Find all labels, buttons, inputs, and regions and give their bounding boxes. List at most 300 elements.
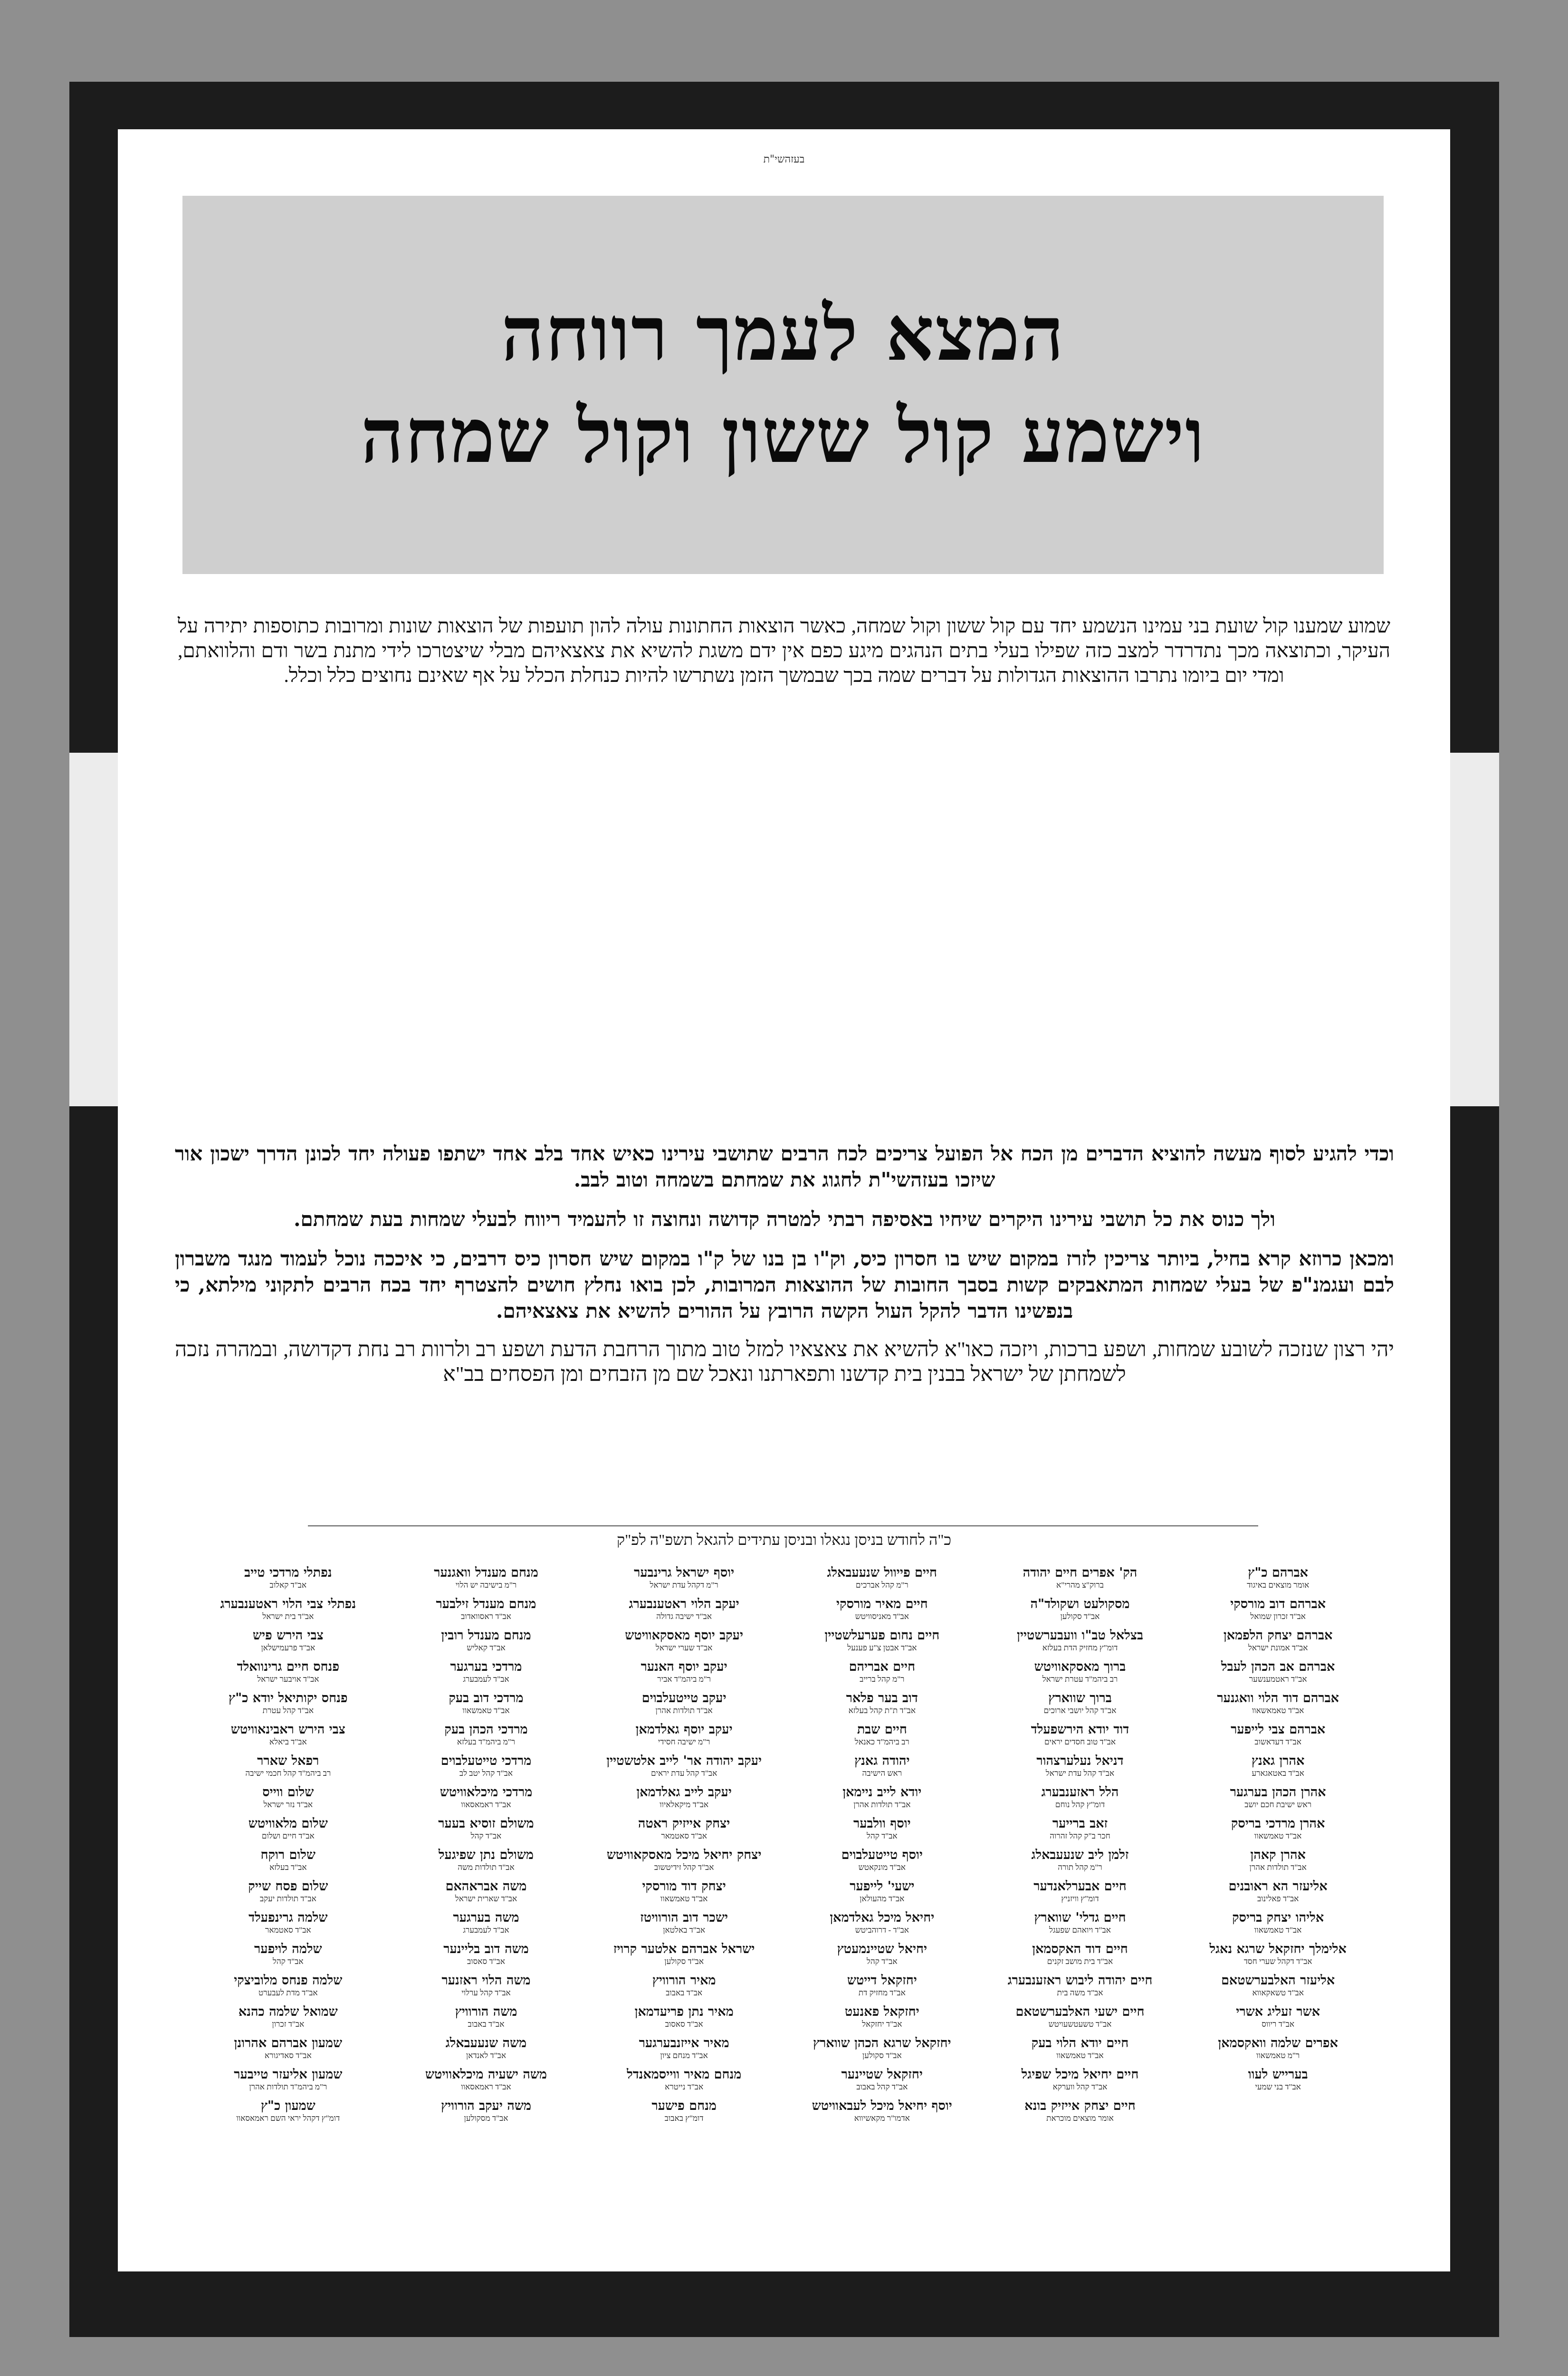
signatory-title: ר"מ דקהל עדת ישראל <box>650 1581 718 1590</box>
signatory <box>438 1816 534 1841</box>
signatory-name: יצחק יחיאל מיכל מאסקאוויטש <box>606 1848 762 1862</box>
signatory-name: משולם נתן שפיגעל <box>438 1848 534 1862</box>
signatory-name: שלמה פנחס מלוביצקי <box>234 1973 343 1988</box>
signatory-name: מאיר הורוויץ <box>652 1973 716 1988</box>
signatory <box>634 1565 734 1590</box>
signatory-column <box>981 1565 1179 2264</box>
signatory-name: שמעון כ"ץ <box>260 2098 316 2113</box>
signatory-name: נפתלי צבי הלוי ראטענבערג <box>220 1597 356 1611</box>
signatory <box>1231 1722 1325 1747</box>
signatory-name: אלימלך יחזקאל שרגא נאגל <box>1209 1942 1347 1956</box>
signatory <box>441 1753 531 1778</box>
signatory <box>846 1691 918 1715</box>
signatory-name: ישראל אברהם אלטער קרויז <box>613 1942 755 1956</box>
signatory-title: אב"ד לאנדאן <box>466 2051 507 2060</box>
signatory-name: אברהם יצחק הלפמאן <box>1223 1628 1333 1643</box>
signatory <box>642 1879 726 1904</box>
signatory <box>849 1659 915 1684</box>
signatory <box>229 1691 348 1715</box>
signatory <box>1031 1722 1129 1747</box>
signatory <box>847 1973 917 1998</box>
signatory <box>850 1879 914 1904</box>
signatory-title: אב"ד סקולען <box>862 2051 902 2060</box>
signatory <box>1221 1659 1335 1684</box>
signatory <box>841 1848 923 1872</box>
signatory <box>234 1973 342 1998</box>
signatory <box>651 2098 716 2123</box>
signatory-title: אב"ד קאליש <box>467 1643 506 1652</box>
signatory-name: חיים גדלי' שווארץ <box>1034 1910 1126 1925</box>
signatory-name: רפאל שארר <box>257 1753 319 1768</box>
signatory-name: אברהם אב הכהן לעבל <box>1221 1659 1335 1674</box>
body-paragraph-2: ולך כנוס את כל תושבי עירינו היקרים שיחיו באסיפה רבתי למטרה קדושה ונחוצה זו להעמיד ריווח לבעלי שמחות בעת שמחתם. <box>293 1207 1276 1231</box>
signatory-name: הלל ראזענבערג <box>1041 1785 1119 1800</box>
signatory-title: אב"ד טאמשאוו <box>1254 1831 1302 1840</box>
signatory-title: ר"מ ישיבה חסידי <box>658 1737 710 1746</box>
signatory-title: אב"ד באבוב <box>666 1988 703 1997</box>
signatory-name: שמעון אליעזר טייבער <box>234 2067 343 2082</box>
signatory <box>855 1722 909 1747</box>
signatory-name: יעקב יהודה אר' לייב אלטשטיין <box>606 1753 762 1768</box>
signatory <box>253 1628 324 1653</box>
signatory-name: מסקולעט ושקולד"ה <box>1030 1597 1130 1611</box>
signatory-name: יעקב יוסף מאסקאוויטש <box>625 1628 744 1643</box>
signatory-title: אב"ד מונקאטש <box>858 1863 906 1872</box>
signatory-title: ראש הישיבה <box>862 1769 902 1778</box>
signatory-title: אב"ד מיקאלאיוו <box>660 1800 709 1809</box>
signatory-name: שלום מלאוויטש <box>248 1816 328 1831</box>
signatory-name: פנחס יקותיאל יודא כ"ץ <box>229 1691 348 1705</box>
signatory-name: דוד יודא הירשפעלד <box>1031 1722 1129 1737</box>
signatory-title: אב"ד אמונת ישראל <box>1248 1643 1308 1652</box>
signatory-name: חיים ישעי האלבערשטאם <box>1015 2004 1145 2019</box>
signatory <box>1218 2036 1338 2060</box>
signatory-title: אב"ד סקולען <box>664 1957 704 1966</box>
signatory <box>853 1816 911 1841</box>
signatory <box>245 1753 331 1778</box>
signatory <box>1221 1973 1335 1998</box>
signatory-name: חיים יהודה ליבוש ראזענבערג <box>1007 1973 1153 1988</box>
signatory-name: שלמה לויפער <box>254 1942 322 1956</box>
signatory-title: אב"ד יחזקאל <box>862 2020 902 2029</box>
signatory-name: יחיאל שטיינמעטץ <box>837 1942 927 1956</box>
signatory-name: משה יעקב הורוויץ <box>441 2098 531 2113</box>
signatory <box>613 1942 755 1966</box>
signatory-title: אב"ד אבטן צ"ע פענעל <box>847 1643 917 1652</box>
signatory-title: אב"ד ראטמענשער <box>1249 1675 1307 1684</box>
signatory <box>1248 2067 1308 2092</box>
signatory-title: אב"ד קהל <box>273 1957 304 1966</box>
signatory-name: מאיר אייזנבערגער <box>639 2036 729 2050</box>
signatory <box>220 1597 356 1621</box>
signatory-title: אב"ד ראמאסאוו <box>461 1800 511 1809</box>
signatory-name: יעקב הלוי ראטענבערג <box>629 1597 739 1611</box>
signatory-name: חיים מאיר מורסקי <box>836 1597 928 1611</box>
signatory-title: אב"ד סאטמאר <box>265 1926 311 1935</box>
signatory-title: אב"ד משה בית <box>1057 1988 1103 1997</box>
signatory-title: אב"ד טאמשאוו <box>1254 1926 1302 1935</box>
signatory <box>652 1973 716 1998</box>
signatory-title: ר"מ קהל תורה <box>1058 1863 1102 1872</box>
signatory-name: יעקב לייב גאלדמאן <box>636 1785 732 1800</box>
signatory <box>827 1565 937 1590</box>
signatory-name: יחזקאל שרגא הכהן שווארץ <box>813 2036 951 2050</box>
signatory-title: דומ"ץ וויזניץ <box>1061 1894 1099 1903</box>
signatory-column <box>783 1565 981 2264</box>
signatory <box>1217 1691 1339 1715</box>
signatory <box>837 1942 927 1966</box>
signatory-title: אב"ד טוב חסדים יראים <box>1044 1737 1116 1746</box>
signatory <box>261 1848 316 1872</box>
intro-paragraph: שמוע שמענו קול שועת בני עמינו הנשמע יחד עם קול ששון וקול שמחה, כאשר הוצאות החתונות עולה להון תועפות של הוצאות שונות ומרובות כתוספות יתירה על העיקר, וכתוצאה מכך נתדרדר למצב כזה שפילו בעלי בתים הנהגים מיגע כפם אין ידם משגת להשיא את צאצאיהם מבלי שיצטרכו לידי מתנת בשר ודם והלוואתם, ומדי יום ביומו נתרבו ההוצאות הגדולות על דברים שמה בכך שבמשך הזמן נשתרשו להיות כנחלת הכלל על אף שאינם נחוצים כלל וכלל. <box>178 615 1390 687</box>
signatory-name: יוסף וולבער <box>853 1816 911 1831</box>
signatory <box>434 1565 538 1590</box>
signatory-title: דומ"ץ באבוב <box>664 2114 704 2123</box>
signatory-name: יחיאל מיכל גאלדמאן <box>830 1910 935 1925</box>
signatory-title: ראש ישיבת חכם יושב <box>1244 1800 1312 1809</box>
signatory-title: אב"ד טאמאשאוו <box>1252 1706 1304 1715</box>
signatory <box>1229 1879 1328 1904</box>
signatory-title: ר"מ ביהמ"ד אביר <box>657 1675 711 1684</box>
signatory-name: יהודה גאנץ <box>854 1753 910 1768</box>
signatory <box>1209 1942 1346 1966</box>
signatory-title: דומ"ץ מחזיק הדת בעלזא <box>1042 1643 1118 1652</box>
signatory-name: אהרן קאהן <box>1250 1848 1306 1862</box>
signatory-title: אב"ד סאסוב <box>665 2020 703 2029</box>
signatory-title: ר"מ קהל ברייב <box>860 1675 905 1684</box>
signatory-name: דניאל נעלערצהור <box>1036 1753 1124 1768</box>
signatory-name: אברהם דוד הלוי וואגנער <box>1217 1691 1339 1705</box>
signatory <box>439 1848 534 1872</box>
signatory <box>443 1942 528 1966</box>
signatory-name: ישעי' לייפער <box>850 1879 915 1894</box>
signatory-name: אשר זעליג אשרי <box>1236 2004 1320 2019</box>
signatory-name: משה הלוי ראזנער <box>441 1973 531 1988</box>
signatory-title: אומר מוצאים באיגוד <box>1247 1581 1310 1590</box>
kicker: בעזהשי"ת <box>763 153 805 165</box>
signatory-name: מרדכי דוב בעק <box>449 1691 524 1705</box>
signatory-title: אב"ד סאדיגורא <box>264 2051 312 2060</box>
signatory-title: אב"ד קהל <box>470 1831 502 1840</box>
signatory-name: ברוך מאסקאוויטש <box>1034 1659 1126 1674</box>
signatory-title: אב"ד קהל עטרת <box>262 1706 314 1715</box>
signatory-title: אב"ד שערי ישראל <box>655 1643 713 1652</box>
signatory-title: אב"ד בעלזא <box>269 1863 307 1872</box>
signatory-title: אב"ד ת"ת קהל בעלזא <box>848 1706 916 1715</box>
signatory-title: רב ביהמ"ד כאנאל <box>854 1737 909 1746</box>
divider <box>308 1525 1258 1526</box>
signatory-title: אב"ד זכרון <box>272 2020 305 2029</box>
signatory <box>239 2004 338 2029</box>
signatory-title: ר"מ בישיבה יש הלוי <box>455 1581 517 1590</box>
signatory-title: אב"ד קהל זידיטשוב <box>654 1863 714 1872</box>
signatory <box>440 1785 533 1810</box>
signatory-name: מנחם מאיר ווייסמאנדל <box>627 2067 742 2082</box>
signatory-title: רב ביהמ"ד עטרת ישראל <box>1042 1675 1118 1684</box>
signatory-name: זלמן ליב שנעעבאלג <box>1031 1848 1129 1862</box>
signatory-title: אב"ד שארית ישראל <box>455 1894 517 1903</box>
signatory <box>812 2098 952 2123</box>
signatory-name: חיים נחום פערעלשטיין <box>824 1628 940 1643</box>
signatory <box>638 1816 730 1841</box>
signatory-name: חיים יודא הלוי בעק <box>1031 2036 1129 2050</box>
signatory-name: מנחם פישער <box>651 2098 717 2113</box>
signatory-title: אב"ד טאמשאוו <box>462 1706 510 1715</box>
signatory-name: יצחק דוד מורסקי <box>642 1879 726 1894</box>
signatory-name: נפתלי מרדכי טייב <box>244 1565 332 1580</box>
blessing-paragraph: יהי רצון שנזכה לשובע שמחות, ושפע ברכות, ויזכה כאו"א להשיא את צאצאיו למזל טוב מתוך הרחבת הדעת ושפע רב ולרוות רב נחת דקדושה, ובמהרה נזכה לשמחתן של ישראל בבנין בית קדשנו ותפארתנו ונאכל שם מן הזבחים ומן הפסחים בב"א <box>175 1338 1394 1386</box>
signatory-title: אב"ד באלטאן <box>663 1926 706 1935</box>
signatory-name: אהרן גאנץ <box>1251 1753 1305 1768</box>
signatory-name: חיים שבת <box>857 1722 907 1737</box>
signatory <box>629 1597 739 1621</box>
signatory <box>249 1816 328 1841</box>
signatory <box>1023 1565 1138 1590</box>
signatories <box>189 1565 1377 2264</box>
dateline: כ"ה לחודש בניסן נגאלו ובניסן עתידים להגאל תשפ"ה לפ"ק <box>616 1531 952 1548</box>
signatory-name: מאיר נתן פריעדמאן <box>634 2004 734 2019</box>
signatory-name: יחזקאל דייטש <box>847 1973 917 1988</box>
signatory <box>635 2004 734 2029</box>
signatory-name: צבי הירש ראבינאוויטש <box>230 1722 345 1737</box>
signatory-name: משה שנעעבאלג <box>445 2036 527 2050</box>
signatory-name: אהרן מרדכי בריסק <box>1231 1816 1325 1831</box>
signatory-name: חיים אבערלאנדער <box>1033 1879 1127 1894</box>
signatory <box>607 1848 762 1872</box>
signatory <box>441 2098 531 2123</box>
signatory-name: בערייש לעוו <box>1248 2067 1308 2082</box>
signatory <box>231 1722 345 1747</box>
signatory <box>1252 1753 1305 1778</box>
signatory <box>441 1973 530 1998</box>
signatory-title: אב"ד קהל עדת יראים <box>650 1769 717 1778</box>
signatory <box>1032 1942 1128 1966</box>
signatory-name: יחזקאל פאנעט <box>844 2004 919 2019</box>
signatory-title: אב"ד ראמאסאוו <box>461 2082 511 2091</box>
signatory-title: אב"ד קהל יטב לב <box>459 1769 513 1778</box>
signatory-name: מנחם מענדל וואגנער <box>434 1565 538 1580</box>
signatory-name: דוב בער פלאר <box>846 1691 918 1705</box>
signatory-name: זאב ברייער <box>1052 1816 1108 1831</box>
signatory <box>642 1691 727 1715</box>
signatory-title: ברוק"צ מהרי"א <box>1056 1581 1104 1590</box>
signatory-name: חיים יחיאל מיכל שפיגל <box>1021 2067 1139 2082</box>
signatory-name: שמואל שלמה כהנא <box>238 2004 338 2019</box>
signatory <box>636 1722 733 1747</box>
signatory-name: משה אבראהאם <box>445 1879 527 1894</box>
signatory-name: משה דוב בליינער <box>443 1942 529 1956</box>
signatory <box>625 1628 743 1653</box>
signatory <box>425 2067 547 2092</box>
signatory-name: שלום רוקח <box>260 1848 316 1862</box>
signatory <box>441 1628 531 1653</box>
signatory <box>1034 1910 1126 1935</box>
signatory-name: חיים פייוול שנעעבאלג <box>827 1565 937 1580</box>
signatory-name: מרדכי טייטעלבוים <box>440 1753 532 1768</box>
signatory <box>1022 2067 1139 2092</box>
signatory <box>234 2036 342 2060</box>
signatory <box>237 1659 339 1684</box>
signatory-name: מנחם מענדל רובין <box>441 1628 531 1643</box>
signatory-name: יודא לייב ניימאן <box>842 1785 922 1800</box>
signatory-title: אדמו"ר מקאשיווא <box>854 2114 910 2123</box>
signatory-name: יעקב יוסף האנער <box>641 1659 727 1674</box>
signatory-title: אב"ד - דרוהביטש <box>855 1926 909 1935</box>
signatory-title: אב"ד חיים ושלום <box>261 1831 315 1840</box>
signatory-name: חיים דוד האקסמאן <box>1032 1942 1128 1956</box>
signatory-title: דומ"ץ דקהל יראי השם ראמאסאוו <box>236 2114 340 2123</box>
signatory <box>1024 2098 1135 2123</box>
signatory-title: אב"ד קאלוב <box>269 1581 307 1590</box>
signatory <box>1032 2036 1128 2060</box>
signatory-title: אב"ד ראסוואדוב <box>461 1612 511 1621</box>
signatory-title: אב"ד מהעולאן <box>860 1894 905 1903</box>
signatory-title: אב"ד ישיבה גדולה <box>656 1612 712 1621</box>
signatory <box>606 1753 762 1778</box>
signatory-title: אב"ד סקולען <box>1060 1612 1100 1621</box>
signatory-column <box>585 1565 783 2264</box>
signatory-name: שלום פסח שייק <box>248 1879 328 1894</box>
signatory-name: אפרים שלמה וואקסמאן <box>1218 2036 1338 2050</box>
signatory-title: אב"ד בית ישראל <box>262 1612 314 1621</box>
signatory-name: אברהם צבי לייפער <box>1231 1722 1326 1737</box>
signatory-title: אב"ד קהל יושבי ארוכים <box>1043 1706 1117 1715</box>
signatory-name: מרדכי מיכלאוויטש <box>440 1785 533 1800</box>
signatory-title: רב ביהמ"ד קהל חכמי ישיבה <box>245 1769 331 1778</box>
body-paragraph-1: וכדי להגיע לסוף מעשה להוציא הדברים מן הכח אל הפועל צריכים לכח הרבים שתושבי עירינו כאיש אחד בלב אחד ישתפו פעולה יחד לכונן הדרך ישכון אור שיזכו בעזהשי"ת לחגוג את שמחתם בשמחה וטוב לבב. <box>175 1142 1394 1191</box>
signatory-title: אב"ד טאמשאוו <box>660 1894 708 1903</box>
signatory-title: אב"ד נזר ישראל <box>263 1800 313 1809</box>
signatory-title: חכר ב"ק קהל זהרוה <box>1050 1831 1110 1840</box>
signatory <box>1224 1628 1333 1653</box>
signatory-name: אהרן הכהן בערגער <box>1230 1785 1326 1800</box>
signatory-title: אב"ד תולדות אהרן <box>1249 1863 1307 1872</box>
signatory-title: אב"ד קהל עדת ישראל <box>1045 1769 1115 1778</box>
signatory <box>1236 2004 1320 2029</box>
signatory-title: אב"ד טשאקאווא <box>1252 1988 1304 1997</box>
signatory-name: שלום ווייס <box>262 1785 314 1800</box>
signatory <box>453 1910 519 1935</box>
signatory-title: אב"ד מנחם ציון <box>660 2051 708 2060</box>
signatory <box>248 1879 328 1904</box>
signatory-name: צבי הירש פיש <box>252 1628 324 1643</box>
signatory-title: אב"ד ביאלא <box>269 1737 307 1746</box>
signatory-title: אב"ד פרעמישלאן <box>261 1643 316 1652</box>
signatory-title: אב"ד לעמבערג <box>463 1926 509 1935</box>
headline-line-2: וישמע קול ששון וקול שמחה <box>361 392 1205 480</box>
signatory-title: אב"ד תולדות משה <box>458 1863 515 1872</box>
signatory <box>446 1879 527 1904</box>
signatory <box>1015 2004 1144 2029</box>
signatory <box>1230 1597 1326 1621</box>
signatory <box>450 1659 522 1684</box>
signatory <box>830 1910 934 1935</box>
signatory <box>449 1691 523 1715</box>
signatory-name: אברהם דוב מורסקי <box>1230 1597 1326 1611</box>
signatory <box>1031 1597 1130 1621</box>
signatory-column <box>189 1565 387 2264</box>
signatory <box>234 2067 342 2092</box>
signatory <box>1230 1785 1326 1810</box>
signatory-title: אב"ד פאלינוב <box>1257 1894 1299 1903</box>
signatory-name: יוסף טייטעלבוים <box>841 1848 923 1862</box>
signatory-title: אב"ד באבוב <box>468 2020 505 2029</box>
signatory <box>842 1785 921 1810</box>
signatory-name: חיים יצחק אייזיק בונא <box>1024 2098 1136 2113</box>
signatory-title: אב"ד קהל ערלוי <box>461 1988 511 1997</box>
signatory-title: אב"ד קהל <box>867 1831 898 1840</box>
signatory-title: אב"ד מדת לעבערט <box>258 1988 318 1997</box>
signatory-name: יוסף ישראל גרינבער <box>634 1565 735 1580</box>
proclamation-page <box>118 129 1450 2271</box>
signatory-title: אב"ד אויבער ישראל <box>257 1675 319 1684</box>
signatory-name: פנחס חיים גרינוואלד <box>237 1659 340 1674</box>
signatory <box>446 2036 526 2060</box>
signatory-title: אב"ד דקהל שערי חסד <box>1243 1957 1312 1966</box>
signatory-title: אב"ד לעמבערג <box>463 1675 509 1684</box>
body-text <box>175 1140 1394 1400</box>
signatory-name: יוסף יחיאל מיכל לעבאוויטש <box>812 2098 952 2113</box>
signatory-name: אברהם כ"ץ <box>1248 1565 1309 1580</box>
signatory <box>1042 1785 1119 1810</box>
signatory <box>636 1785 732 1810</box>
signatory <box>436 1597 536 1621</box>
signatory-name: משולם זוסיא בעער <box>438 1816 534 1831</box>
signatory <box>236 2098 340 2123</box>
signatory <box>1050 1816 1110 1841</box>
signatory-name: יעקב טייטעלבוים <box>641 1691 727 1705</box>
signatory <box>1033 1879 1127 1904</box>
signatory <box>455 2004 517 2029</box>
signatory-title: אב"ד מאניסוויטש <box>855 1612 909 1621</box>
signatory <box>813 2036 951 2060</box>
signatory-title: אב"ד תולדות אהרן <box>853 1800 911 1809</box>
signatory-name: שמעון אברהם אהרונן <box>234 2036 343 2050</box>
signatory <box>639 2036 729 2060</box>
signatory <box>627 2067 741 2092</box>
signatory-column <box>1179 1565 1377 2264</box>
signatory-name: מרדכי הכהן בעק <box>444 1722 528 1737</box>
signatory-title: אב"ד מסקולען <box>464 2114 508 2123</box>
signatory-name: חיים אבריהם <box>849 1659 916 1674</box>
signatory-title: אב"ד זכרון שמואל <box>1250 1612 1306 1621</box>
signatory <box>1250 1848 1307 1872</box>
signatory-title: אב"ד ריווס <box>1262 2020 1295 2029</box>
signatory-title: אב"ד בית מושב זקנים <box>1047 1957 1113 1966</box>
signatory-title: אב"ד דעדאשוב <box>1254 1737 1301 1746</box>
signatory-title: אב"ד קהל באבוב <box>856 2082 908 2091</box>
signatory-name: בצלאל טב"ו וועבערשטיין <box>1017 1628 1143 1643</box>
signatory <box>824 1628 939 1653</box>
headline-line-1: המצא לעמך רווחה <box>501 290 1065 378</box>
signatory-title: אב"ד תולדות יעקב <box>259 1894 316 1903</box>
signatory <box>244 1565 332 1590</box>
signatory-column <box>387 1565 585 2264</box>
signatory <box>1247 1565 1309 1590</box>
signatory <box>1231 1816 1325 1841</box>
signatory <box>444 1722 527 1747</box>
signatory-name: הק' אפרים חיים יהודה <box>1023 1565 1138 1580</box>
signatory-title: אב"ד קהל <box>867 1957 898 1966</box>
signatory <box>254 1942 322 1966</box>
signatory-title: דומ"ץ קהל נוחם <box>1055 1800 1105 1809</box>
signatory-name: יחזקאל שטיינער <box>841 2067 923 2082</box>
signatory <box>1017 1628 1143 1653</box>
signatory-title: אב"ד ויואהם שפעגל <box>1049 1926 1111 1935</box>
signatory-title: אב"ד באטאגארע <box>1252 1769 1304 1778</box>
signatory <box>641 1659 727 1684</box>
signatory-name: ברוך שווארץ <box>1048 1691 1112 1705</box>
